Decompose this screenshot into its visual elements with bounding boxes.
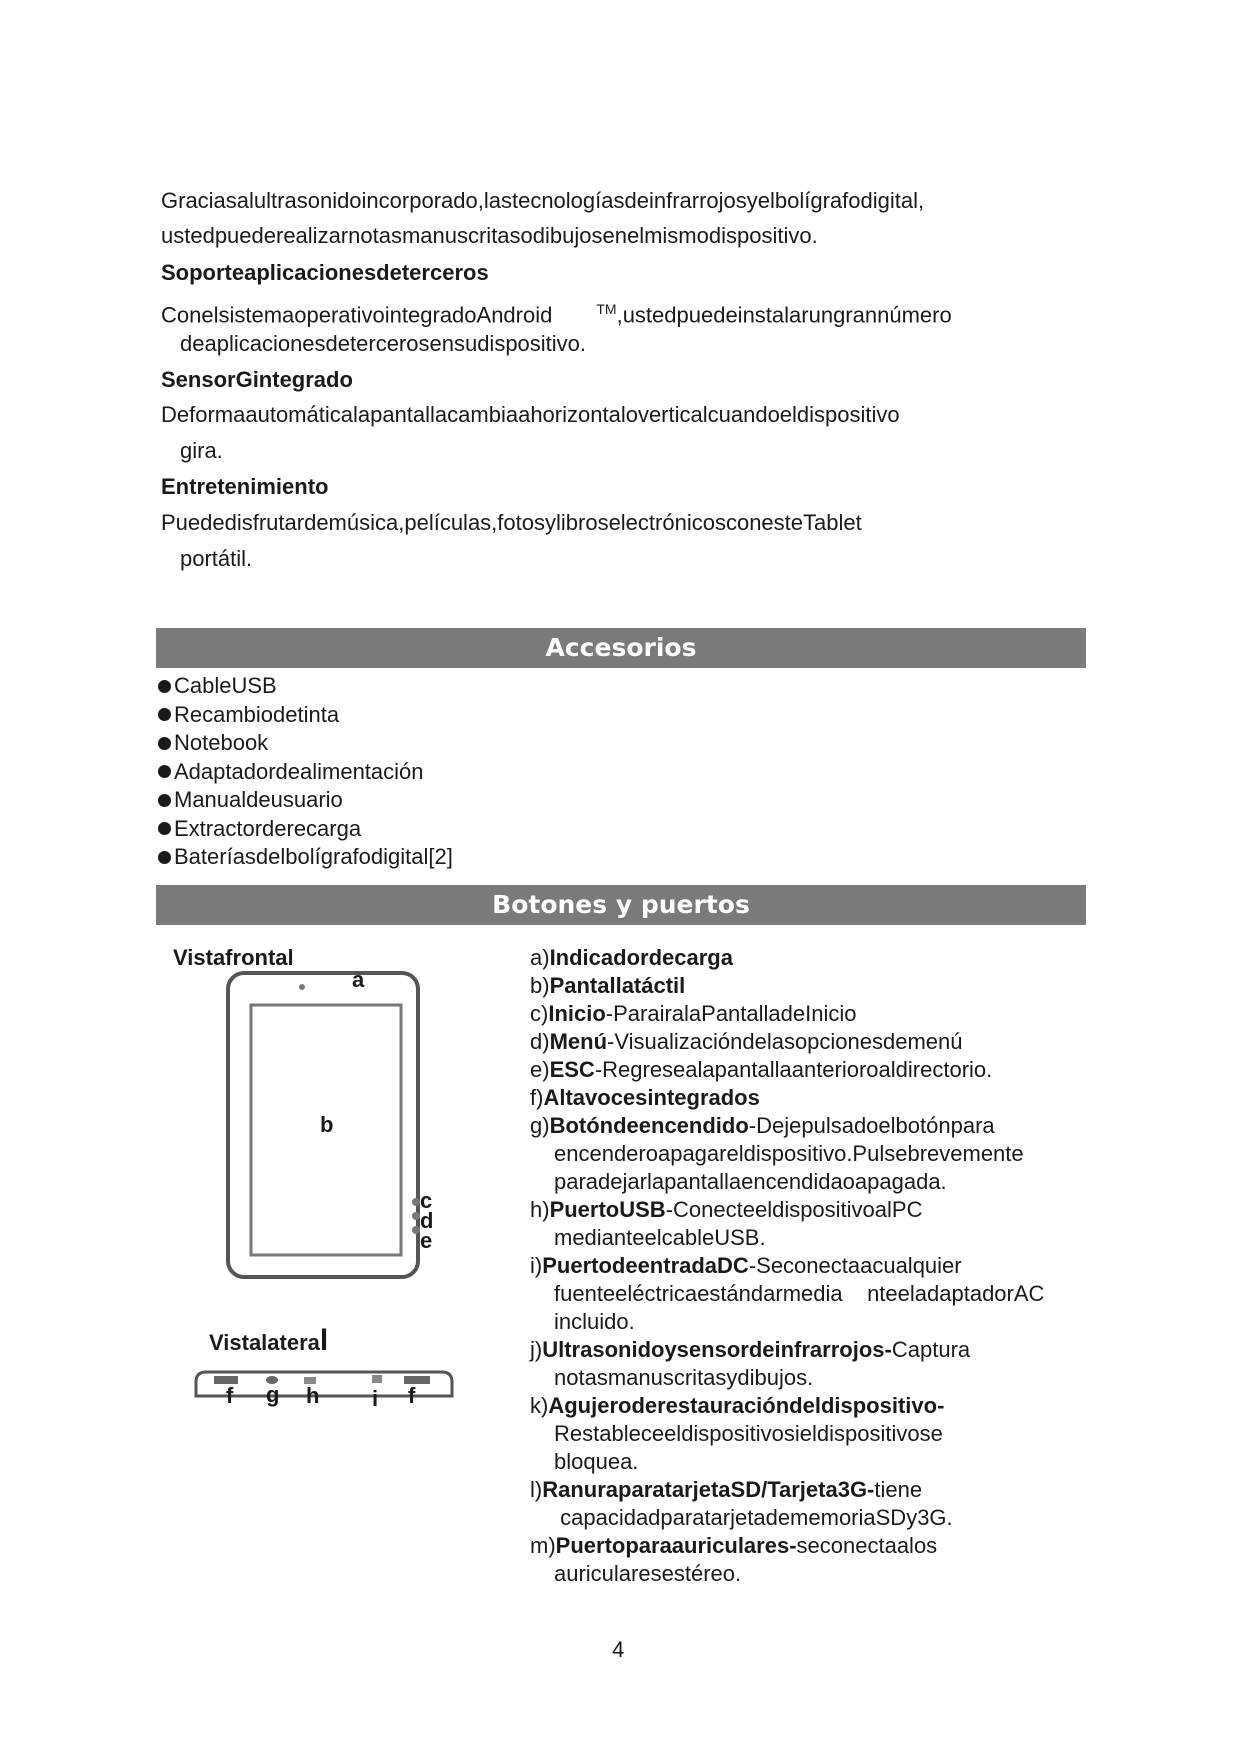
label-i: i [372,1386,379,1411]
list-item: f)Altavocesintegrados [530,1085,760,1110]
list-item: c)Inicio-ParairalaPantalladeInicio [530,1001,857,1026]
list-item: g)Botóndeencendido-Dejepulsadoelbotónpara encenderoapagareldispositivo.Pulsebrevemente paradejarlapantallaencendidaoapagada. [530,1113,1024,1194]
bullet-icon [158,680,171,693]
bullet-icon [158,765,171,778]
home-button-dot [412,1198,420,1206]
page-number: 4 [612,1637,625,1662]
front-view-label: Vistafrontal [173,945,294,970]
list-item: a)Indicadordecarga [530,945,733,970]
list-item: j)Ultrasonidoysensordeinfrarrojos-Captura notasmanuscritasydibujos. [530,1337,971,1390]
intro-line-2: ustedpuederealizarnotasmanuscritasodibujosenelmismodispositivo. [161,223,818,248]
feature-line-apps-2: deaplicacionesdetercerosensudispositivo. [180,331,587,356]
apps-text-b: ,ustedpuedeinstalarungrannúmero [616,302,952,328]
esc-button-dot [412,1226,420,1234]
accessories-heading: Accesorios [156,628,1086,668]
list-item: h)PuertoUSB-ConecteeldispositivoalPC medianteelcableUSB. [530,1197,923,1250]
feature-line-gsensor-1: Deformaautomáticalapantallacambiaahorizontaloverticalcuandoeldispositivo [161,402,900,427]
list-item: d)Menú-Visualizacióndelasopcionesdemenú [530,1029,963,1054]
feature-line-entertainment-2: portátil. [180,546,253,571]
menu-button-dot [412,1212,420,1220]
label-b: b [320,1112,334,1137]
list-item: Adaptadordealimentación [158,758,453,787]
trademark-sup: TM [596,301,617,317]
list-item: m)Puertoparaauriculares-seconectaalos auricularesestéreo. [530,1533,938,1586]
accessories-list [158,672,453,872]
list-item: Bateríasdelbolígrafodigital[2] [158,843,453,872]
intro-line-1: Graciasalultrasonidoincorporado,lastecnologíasdeinfrarrojosyelbolígrafodigital, [161,188,925,213]
list-item: CableUSB [158,672,453,701]
list-item: Notebook [158,729,453,758]
bullet-icon [158,851,171,864]
bullet-icon [158,822,171,835]
feature-title-gsensor: SensorGintegrado [161,367,353,392]
apps-text-a: ConelsistemaoperativointegradoAndroid [161,302,553,328]
bullet-icon [158,708,171,721]
list-item: l)RanuraparatarjetaSD/Tarjeta3G-tiene capacidadparatarjetadememoriaSDy3G. [530,1477,953,1530]
feature-line-apps-1 [161,296,952,328]
label-f2: f [408,1383,416,1408]
buttons-heading: Botones y puertos [156,885,1086,925]
list-item: i)PuertodeentradaDC-Seconectaacualquier fuenteeléctricaestándarmedia nteeladaptadorAC incluido. [530,1253,1045,1334]
feature-title-apps: Soporteaplicacionesdeterceros [161,260,489,285]
side-view-label: Vistalateral [209,1324,329,1357]
bullet-icon [158,794,171,807]
list-item: Extractorderecarga [158,815,453,844]
label-h: h [306,1383,320,1408]
charge-indicator-dot [299,984,305,990]
feature-title-entertainment: Entretenimiento [161,474,329,499]
label-f1: f [226,1383,234,1408]
feature-line-entertainment-1: Puededisfrutardemúsica,películas,fotosylibroselectrónicosconesteTablet [161,510,862,535]
list-item: e)ESC-Regresealapantallaanterioroaldirectorio. [530,1057,993,1082]
list-item: Manualdeusuario [158,786,453,815]
bullet-icon [158,737,171,750]
list-item: k)Agujeroderestauracióndeldispositivo- Restableceeldispositivosieldispositivose bloquea. [530,1393,945,1474]
list-item: Recambiodetinta [158,701,453,730]
label-e: e [420,1228,433,1253]
parts-list [530,944,1090,1588]
label-d: d [420,1208,434,1233]
label-a: a [352,967,365,992]
label-c: c [420,1188,433,1213]
feature-line-gsensor-2: gira. [180,438,223,463]
label-g: g [266,1382,280,1407]
list-item: b)Pantallatáctil [530,973,686,998]
